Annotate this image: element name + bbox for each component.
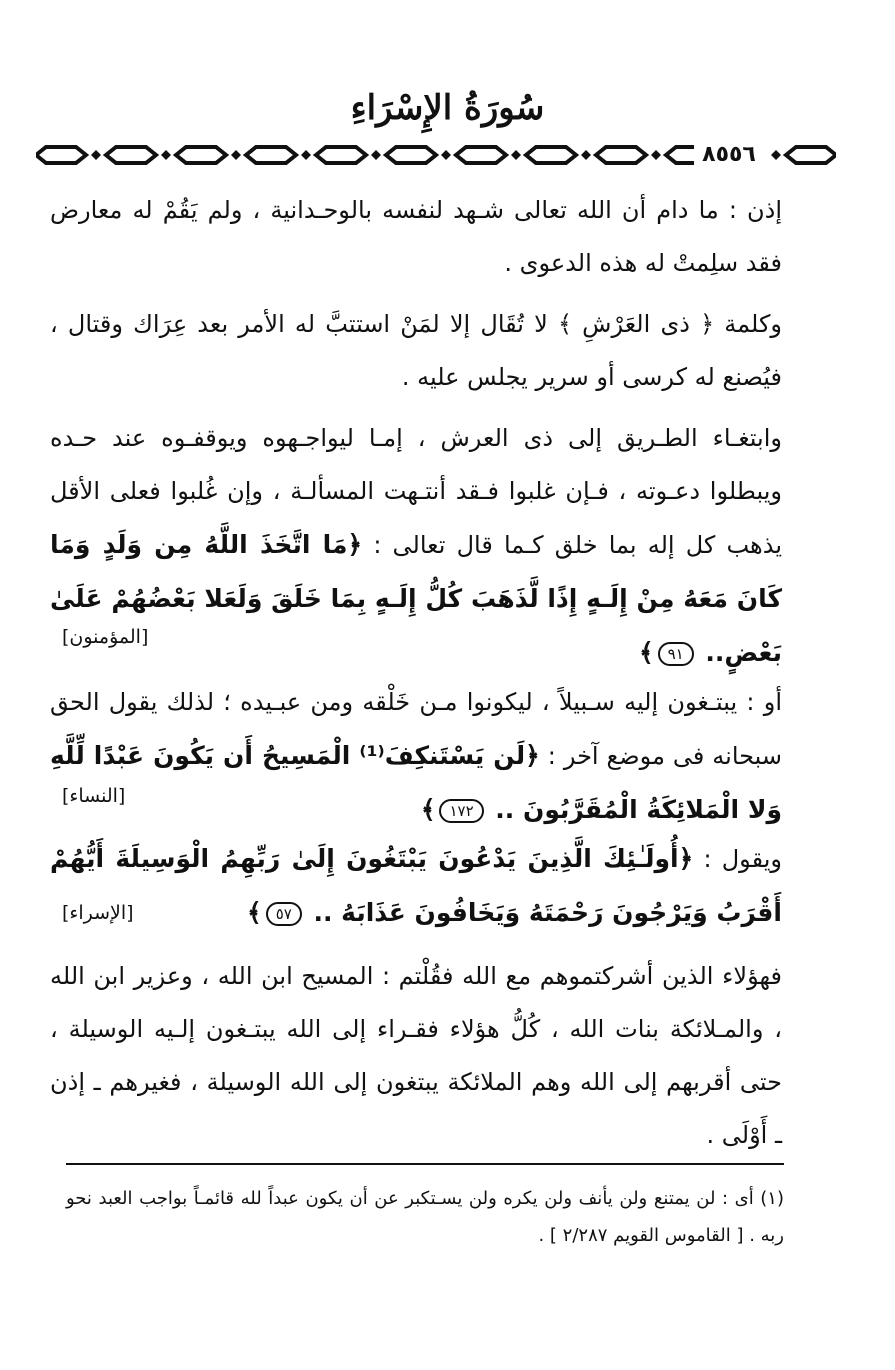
paragraph-4-text: أو : يبتـغون إليه سـبيلاً ، ليكونوا مـن خَلْقه ومن عبـيده ؛ لذلك يقول الحق سبحانه فى موضع آخر :	[50, 688, 782, 770]
verse-number-badge: ٩١	[658, 642, 694, 666]
footnote: (١) أى : لن يمتنع ولن يأنف ولن يكره ولن يسـتكبر عن أن يكون عبداً لله قائمـاً بواجب العبد نحو ربه . [ القاموس القويم ٢/٢٨٧ ] .	[66, 1188, 784, 1246]
paragraph-4	[50, 676, 782, 837]
verse-close-bracket: ﴾	[420, 795, 436, 824]
surah-reference: [النساء]	[62, 785, 126, 807]
quran-verse: ﴿مَا اتَّخَذَ اللَّهُ مِن وَلَدٍ وَمَا كَانَ مَعَهُ مِنْ إِلَـهٍ إِذًا لَّذَهَبَ كُلُّ إِلَـهٍ بِمَا خَلَقَ وَلَعَلا بَعْضُهُمْ عَلَىٰ بَعْضٍ..	[50, 530, 782, 667]
page-number: ٨٥٥٦	[694, 140, 764, 170]
surah-title: سُورَةُ الإِسْرَاءِ	[350, 88, 545, 128]
paragraph-3-text: وابتغـاء الطـريق إلى ذى العرش ، إمـا ليواجـهوه ويوقفـوه عند حـده ويبطلوا دعـوته ، فـإن غلبوا فـقد أنتـهت المسألـة ، وإن غُلبوا فعلى الأقل يذهب كل إله بما خلق كـما قال تعالى :	[50, 424, 782, 559]
paragraph-3	[50, 412, 782, 680]
verse-close-bracket: ﴾	[247, 898, 262, 927]
verse-close-bracket: ﴾	[638, 638, 654, 667]
quran-verse: ﴿أُولَـٰئِكَ الَّذِينَ يَدْعُونَ يَبْتَغُونَ إِلَىٰ رَبِّهِمُ الْوَسِيلَةَ أَيُّهُمْ أَقْرَبُ وَيَرْجُونَ رَحْمَتَهُ وَيَخَافُونَ عَذَابَهُ ..	[50, 844, 782, 927]
surah-reference: [المؤمنون]	[62, 626, 149, 648]
verse-number-badge: ١٧٢	[439, 799, 483, 823]
paragraph-5	[50, 832, 782, 940]
paragraph-2: وكلمة ﴿ ذى العَرْشِ ﴾ لا تُقَال إلا لمَنْ استتبَّ له الأمر بعد عِرَاك وقتال ، فيُصنع له كرسى أو سرير يجلس عليه .	[50, 310, 782, 391]
footnote-divider	[66, 1163, 784, 1165]
surah-reference: [الإسراء]	[62, 902, 134, 924]
verse-number-badge: ٥٧	[266, 902, 302, 926]
quran-verse: ﴿لَن يَسْتَنكِفَ⁽¹⁾ الْمَسِيحُ أَن يَكُونَ عَبْدًا لِّلَّهِ وَلا الْمَلائِكَةُ الْمُقَرَّبُونَ ..	[50, 741, 782, 824]
paragraph-5-text: ويقول :	[703, 845, 782, 873]
paragraph-6: فهؤلاء الذين أشركتموهم مع الله فقُلْتم : المسيح ابن الله ، وعزير ابن الله ، والمـلائكة بنات الله ، كُلُّ هؤلاء فقـراء إلى الله يبتـغون إلـيه الوسيلة ، حتى أقربهم إلى الله وهم الملائكة يبتغون إلى الله الوسيلة ، فغيرهم ـ إذن ـ أَوْلَى .	[50, 962, 782, 1149]
paragraph-1: إذن : ما دام أن الله تعالى شـهد لنفسه بالوحـدانية ، ولم يَقُمْ له معارض فقد سلِمتْ له هذه الدعوى .	[50, 196, 782, 277]
